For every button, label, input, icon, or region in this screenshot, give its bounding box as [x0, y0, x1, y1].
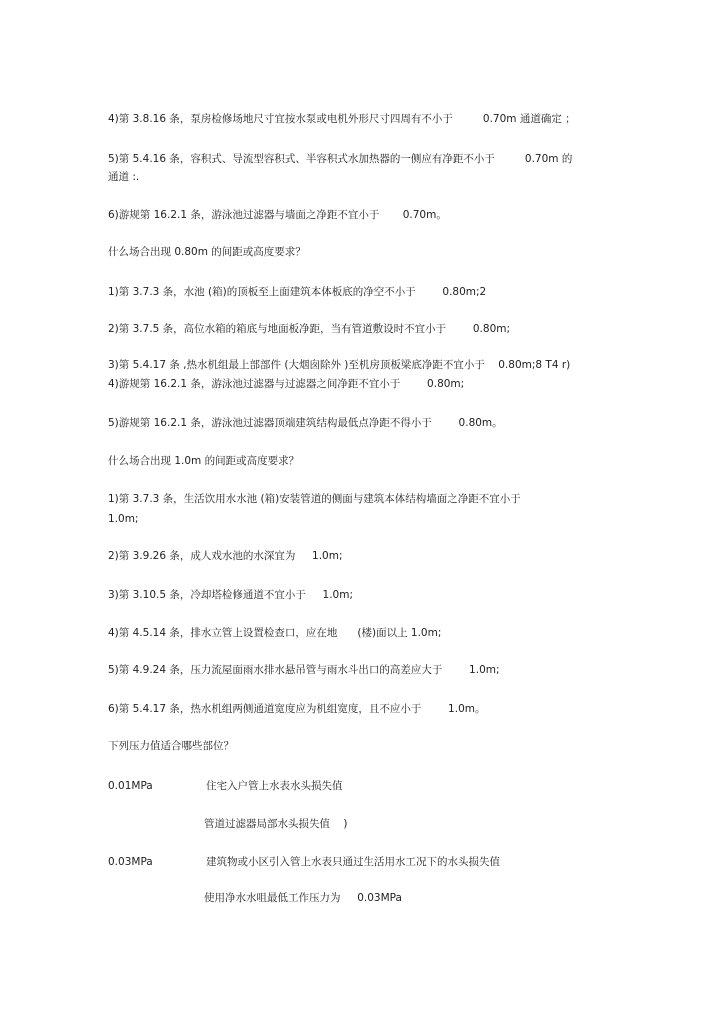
text-line: 4)第 4.5.14 条，排水立管上设置检查口，应在地 (楼)面以上 1.0m; [108, 627, 442, 639]
text-line: 1)第 3.7.3 条，水池 (箱)的顶板至上面建筑本体板底的净空不小于 0.80m;2 [108, 286, 487, 298]
text-line: 4)第 3.8.16 条，泵房检修场地尺寸宜按水泵或电机外形尺寸四周有不小于 0.70m 通道确定 ； [108, 113, 576, 125]
text-line: 2)第 3.7.5 条，高位水箱的箱底与地面板净距，当有管道敷设时不宜小于 0.80m; [108, 323, 511, 335]
section-heading: 什么场合出现 0.80m 的间距或高度要求？ [108, 246, 306, 258]
pressure-value: 0.03MPa [108, 856, 153, 868]
pressure-desc: 使用净水水咀最低工作压力为 0.03MPa [204, 892, 402, 904]
section-heading: 什么场合出现 1.0m 的间距或高度要求？ [108, 455, 300, 467]
text-line: 6)游规第 16.2.1 条，游泳池过滤器与墙面之净距不宜小于 0.70m。 [108, 209, 447, 221]
pressure-desc: 住宅入户管上水表水头损失值 [206, 780, 343, 792]
text-line: 6)第 5.4.17 条，热水机组两侧通道宽度应为机组宽度，且不应小于 1.0m。 [108, 703, 486, 715]
section-heading: 下列压力值适合哪些部位？ [108, 740, 234, 752]
text-line: 5)游规第 16.2.1 条，游泳池过滤器顶端建筑结构最低点净距不得小于 0.80m。 [108, 417, 503, 429]
text-line: 5)第 5.4.16 条，容积式、导流型容积式、半容积式水加热器的一侧应有净距不小于 0.70m 的 [108, 153, 573, 165]
text-line: 通道 :. [108, 171, 140, 183]
text-line: 2)第 3.9.26 条，成人戏水池的水深宜为 1.0m; [108, 550, 343, 562]
text-line: 5)第 4.9.24 条，压力流屋面雨水排水悬吊管与雨水斗出口的高差应大于 1.0m; [108, 664, 500, 676]
pressure-desc: 建筑物或小区引入管上水表只通过生活用水工况下的水头损失值 [206, 856, 500, 868]
text-line: 4)游规第 16.2.1 条，游泳池过滤器与过滤器之间净距不宜小于 0.80m; [108, 378, 465, 390]
text-line: 3)第 5.4.17 条 ,热水机组最上部部件 (大烟囱除外 )至机房顶板梁底净距不宜小于 0.80m;8 T4 r) [108, 359, 571, 371]
text-line: 1.0m; [108, 513, 139, 525]
pressure-desc: 管道过滤器局部水头损失值 ) [204, 818, 348, 830]
pressure-value: 0.01MPa [108, 780, 153, 792]
text-line: 3)第 3.10.5 条，冷却塔检修通道不宜小于 1.0m; [108, 589, 354, 601]
text-line: 1)第 3.7.3 条，生活饮用水水池 (箱)安装管道的侧面与建筑本体结构墙面之净距不宜小于 [108, 493, 521, 505]
